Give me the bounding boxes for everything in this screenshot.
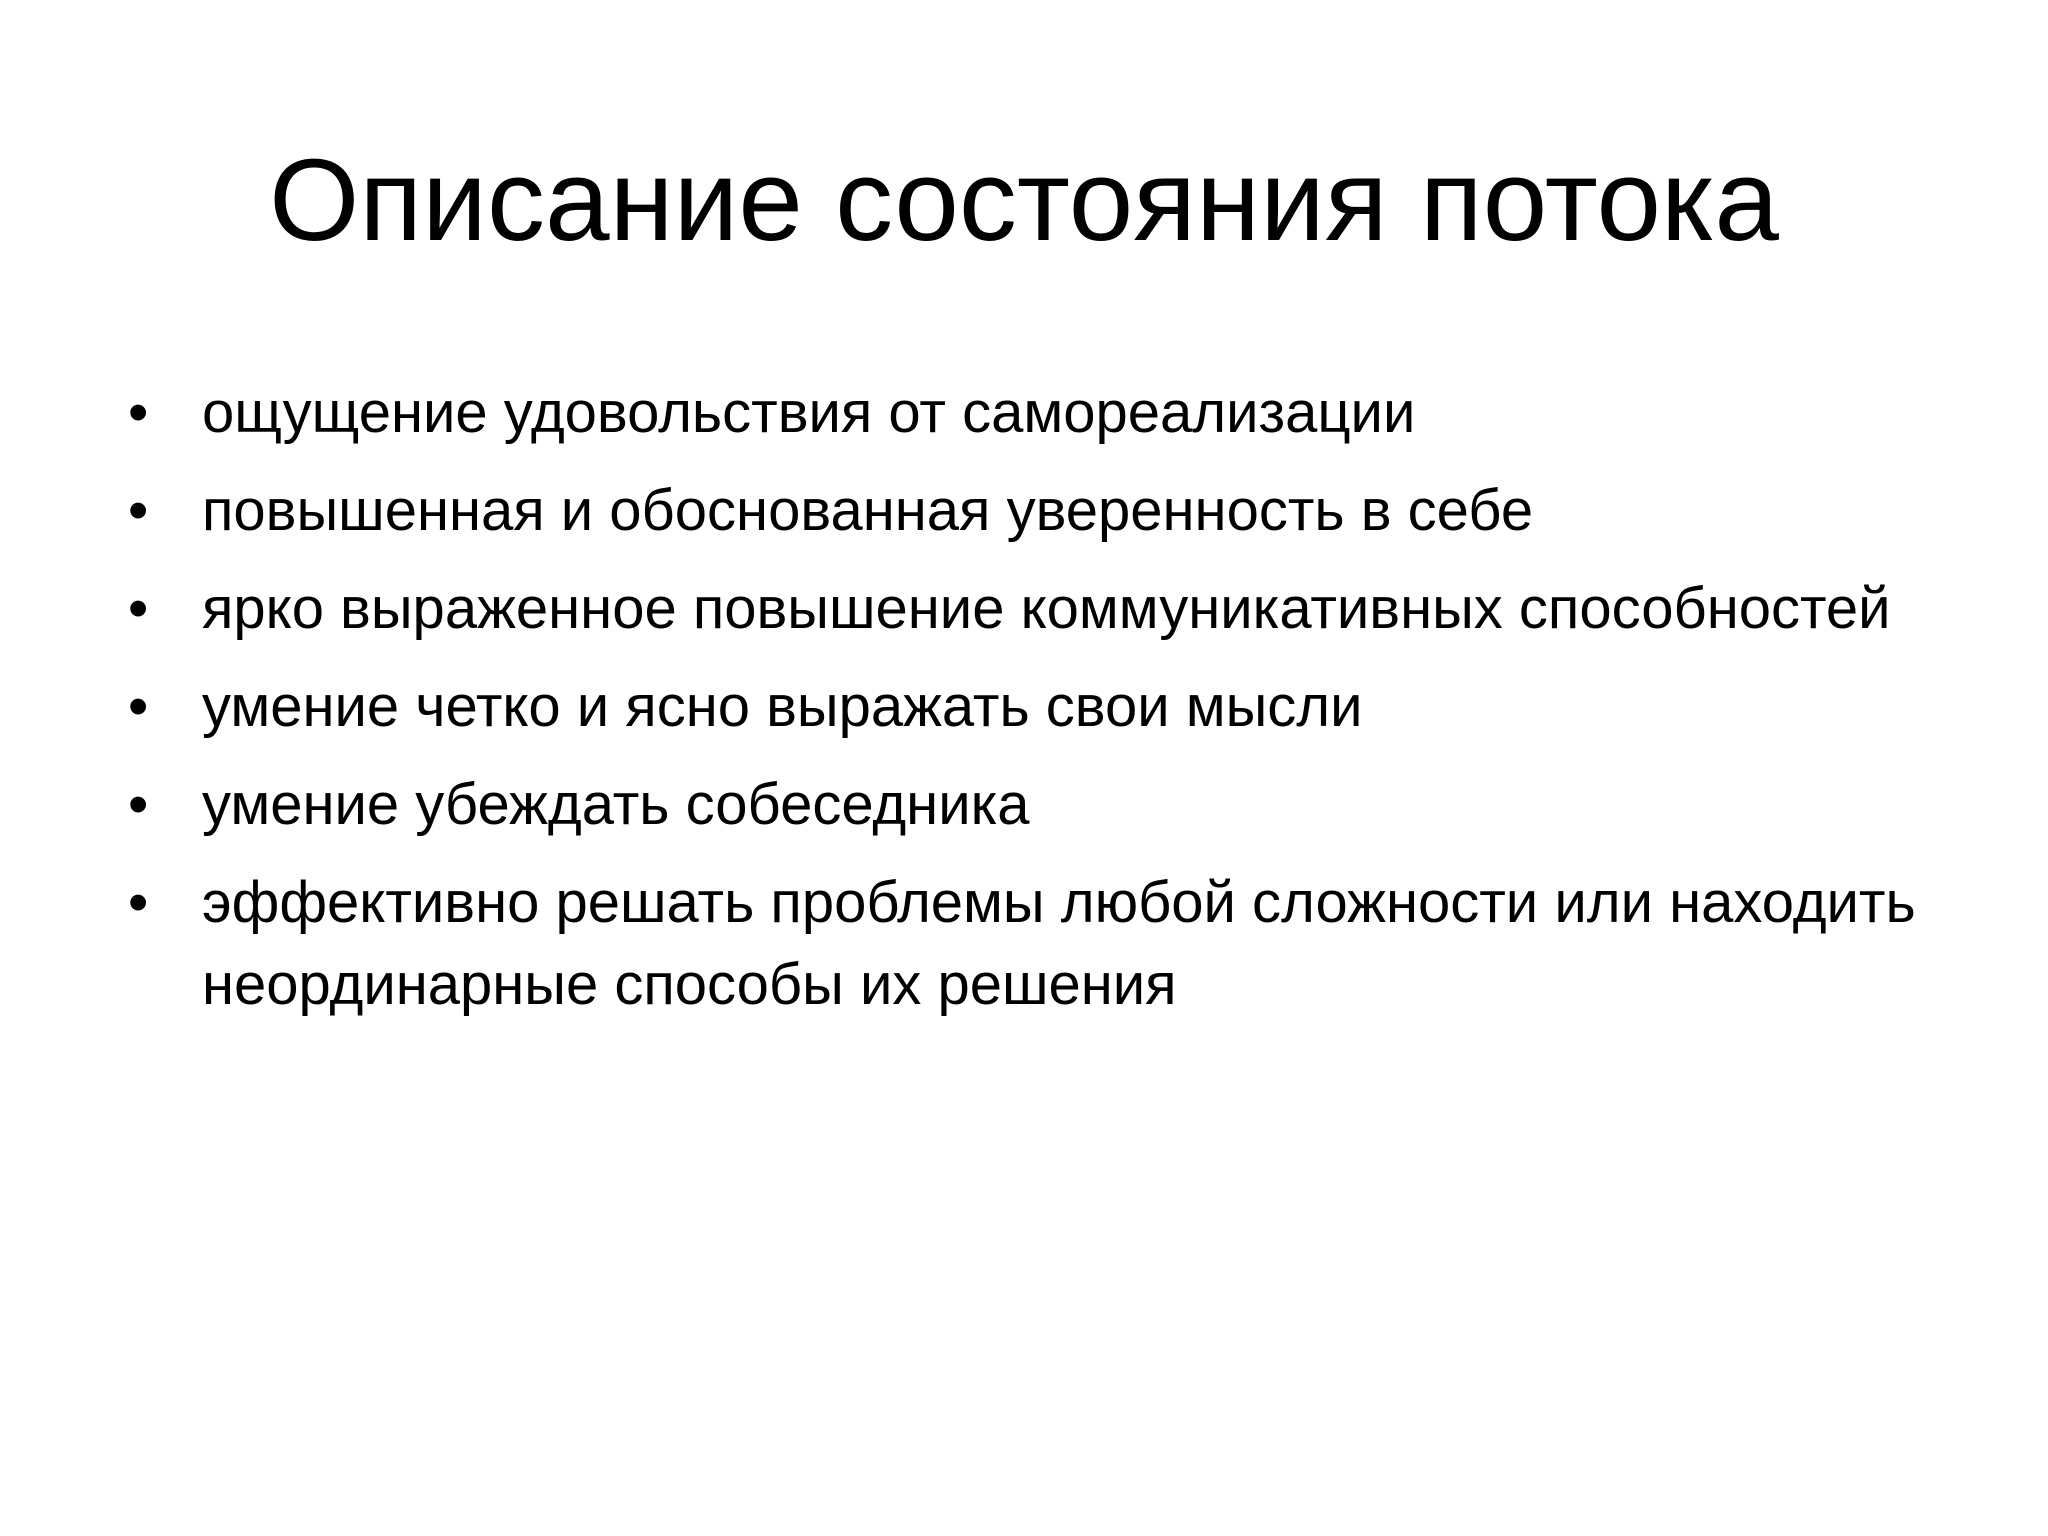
slide-title: Описание состояния потока xyxy=(269,135,1779,265)
list-item xyxy=(120,568,1980,650)
bullet-icon: • xyxy=(128,576,149,641)
list-item-text: эффективно решать проблемы любой сложности или находить неординарные способы их решения xyxy=(202,870,1916,1017)
bullet-icon: • xyxy=(128,772,149,837)
bullet-list xyxy=(120,372,1980,1042)
list-item-text: умение убеждать собеседника xyxy=(202,772,1030,837)
list-item xyxy=(120,470,1980,552)
list-item xyxy=(120,666,1980,748)
list-item-text: ярко выраженное повышение коммуникативных способностей xyxy=(202,576,1891,641)
list-item-text: повышенная и обоснованная уверенность в себе xyxy=(202,478,1534,543)
bullet-icon: • xyxy=(128,478,149,543)
list-item-text: умение четко и ясно выражать свои мысли xyxy=(202,674,1363,739)
list-item xyxy=(120,862,1980,1026)
bullet-icon: • xyxy=(128,674,149,739)
list-item xyxy=(120,372,1980,454)
list-item-text: ощущение удовольствия от самореализации xyxy=(202,380,1416,445)
list-item xyxy=(120,764,1980,846)
bullet-icon: • xyxy=(128,380,149,445)
bullet-icon: • xyxy=(128,870,149,935)
